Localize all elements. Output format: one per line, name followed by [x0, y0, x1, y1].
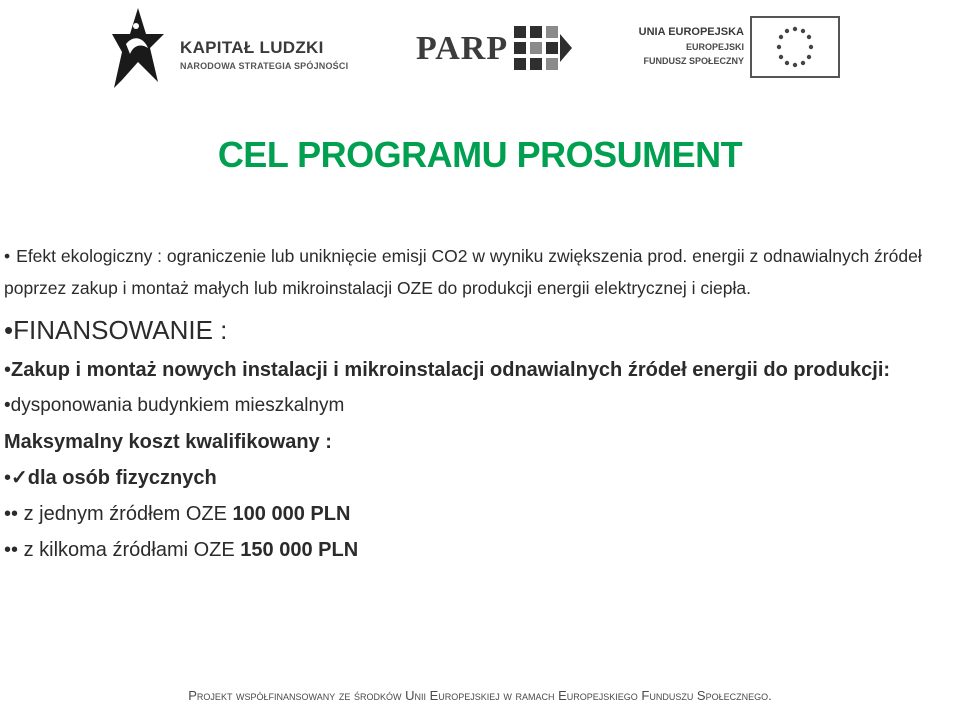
many-sources-value: 150 000 PLN — [240, 539, 359, 561]
eu-label: UNIA EUROPEJSKA — [638, 26, 744, 38]
ecological-effect-item — [4, 240, 956, 304]
ecological-effect-text: Efekt ekologiczny : ograniczenie lub uniknięcie emisji CO2 w wyniku zwiększenia prod. energii z odnawialnych źródeł poprzez zakup i montaż małych lub mikroinstalacji OZE do produkcji energii elektrycznej i ciepła. — [4, 246, 922, 298]
purchase-text: Zakup i montaż nowych instalacji i mikroinstalacji odnawialnych źródeł energii do produkcji: — [11, 359, 891, 381]
eu-fund-line2: FUNDUSZ SPOŁECZNY — [643, 56, 744, 66]
bullet-icon: • — [4, 395, 11, 416]
bullet-icon: •• — [4, 539, 19, 561]
kapital-ludzki-logo — [108, 4, 358, 96]
bullet-icon: • — [4, 467, 12, 489]
kapital-ludzki-star-icon — [108, 4, 168, 94]
persons-item — [4, 464, 956, 492]
parp-arrow-icon — [510, 18, 574, 80]
kapital-ludzki-title: KAPITAŁ LUDZKI — [180, 38, 324, 57]
eu-flag-icon — [750, 16, 840, 78]
bullet-icon: • — [4, 246, 11, 266]
page-title: CEL PROGRAMU PROSUMENT — [217, 134, 743, 175]
disposal-text: dysponowania budynkiem mieszkalnym — [10, 395, 345, 416]
footer-note: Projekt współfinansowany ze środków Unii Europejskiej w ramach Europejskiego Funduszu Społecznego. — [188, 688, 772, 703]
bullet-icon: •• — [4, 503, 19, 525]
one-source-item — [4, 500, 956, 528]
many-sources-item — [4, 536, 956, 564]
financing-heading — [4, 314, 956, 346]
max-cost-heading: Maksymalny koszt kwalifikowany : — [4, 431, 332, 453]
one-source-label: z jednym źródłem OZE — [18, 503, 233, 525]
eu-fund-line1: EUROPEJSKI — [685, 42, 744, 52]
kapital-ludzki-subtitle: NARODOWA STRATEGIA SPÓJNOŚCI — [180, 61, 349, 71]
many-sources-label: z kilkoma źródłami OZE — [18, 539, 241, 561]
persons-text: dla osób fizycznych — [27, 467, 217, 489]
purchase-item — [4, 356, 956, 384]
parp-wordmark: PARP — [416, 30, 509, 67]
checkmark-icon: ✓ — [11, 467, 28, 489]
logo-bar — [0, 0, 960, 100]
one-source-value: 100 000 PLN — [232, 503, 351, 525]
slide-content — [4, 240, 956, 564]
parp-logo — [416, 18, 576, 80]
eu-logo — [640, 12, 840, 82]
disposal-item — [4, 392, 956, 420]
bullet-icon: • — [4, 315, 14, 345]
financing-label: FINANSOWANIE : — [13, 315, 228, 345]
bullet-icon: • — [4, 359, 12, 381]
